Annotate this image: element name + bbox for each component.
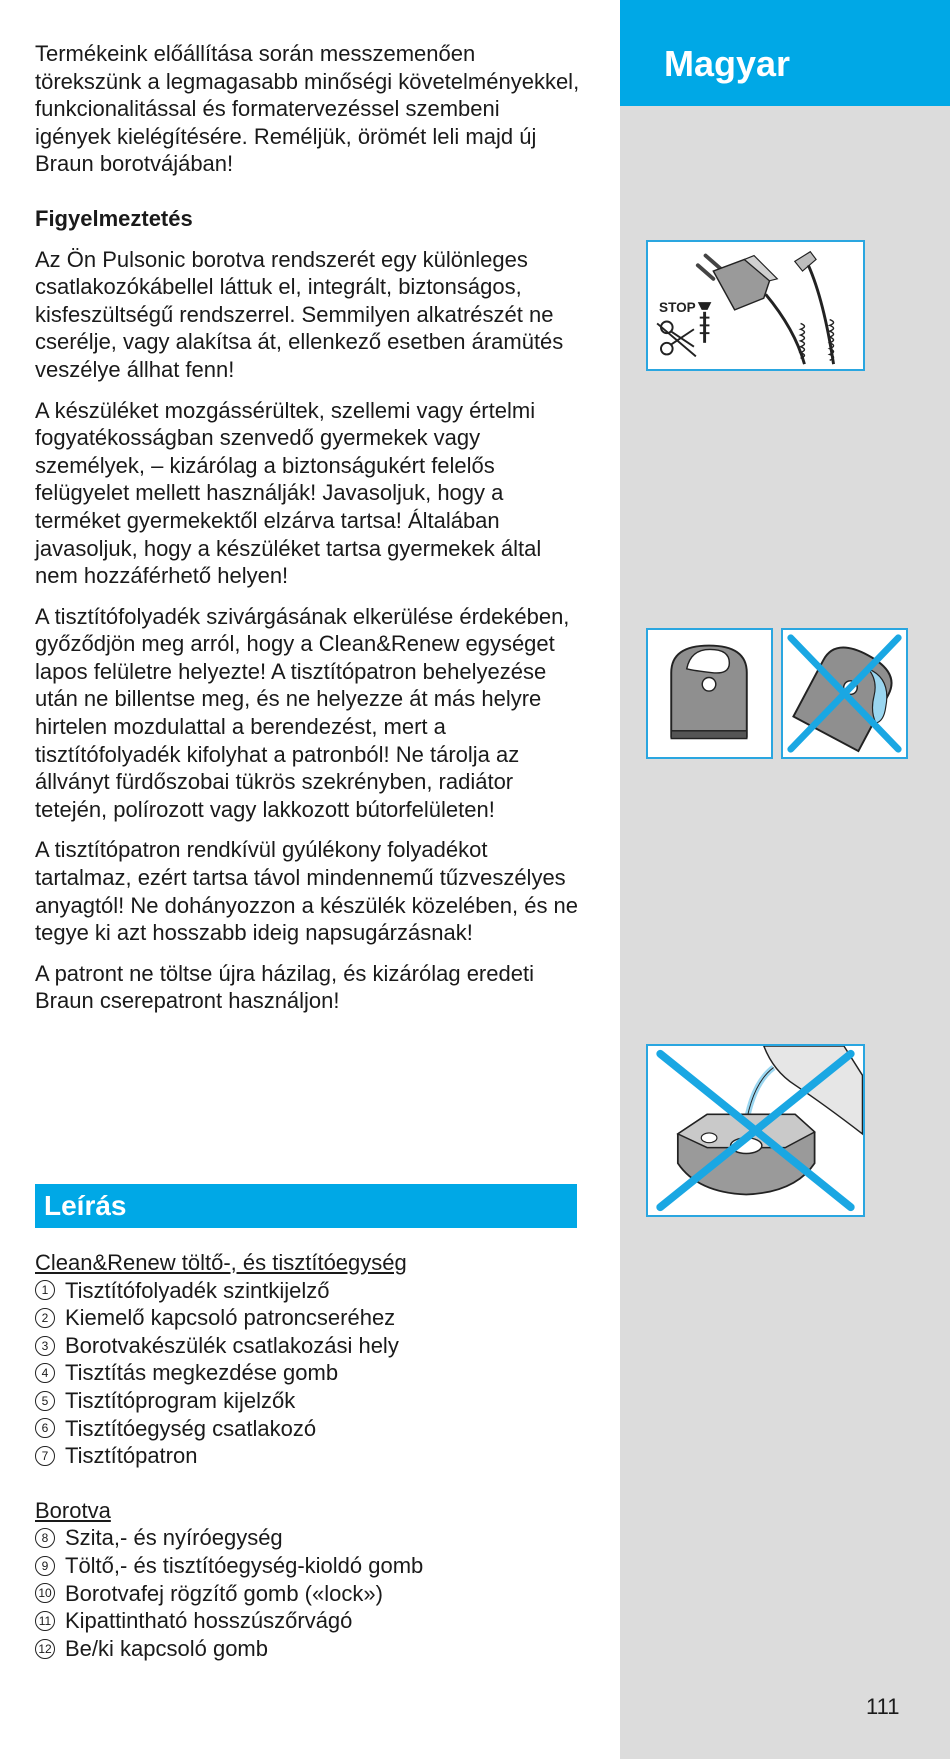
list-item xyxy=(35,1332,580,1360)
section-title: Leírás xyxy=(44,1190,127,1221)
list-item xyxy=(35,1387,580,1415)
warning-paragraph: A patront ne töltse újra házilag, és kizárólag eredeti Braun cserepatront használjon! xyxy=(35,960,534,1014)
intro-paragraph: Termékeink előállítása során messzemenően törekszünk a legmagasabb minőségi követelményekkel, funkcionalitással és formatervezéssel szembeni igények kielégítésére. Reméljük, örömét leli majd új Braun borotvájában! xyxy=(35,41,580,177)
item-number: 6 xyxy=(35,1418,55,1438)
item-number: 2 xyxy=(35,1308,55,1328)
page-number: 111 xyxy=(866,1694,900,1719)
cartridge-tilted-figure xyxy=(781,628,908,759)
item-label: Tisztítópatron xyxy=(65,1443,198,1469)
section-header-description xyxy=(35,1184,577,1228)
item-number: 1 xyxy=(35,1280,55,1300)
group-heading: Clean&Renew töltő-, és tisztítóegység xyxy=(35,1250,407,1275)
parts-list xyxy=(35,1277,580,1470)
item-label: Borotvakészülék csatlakozási hely xyxy=(65,1332,399,1358)
cartridge-tilt-cross-icon xyxy=(783,630,906,757)
parts-list xyxy=(35,1524,580,1662)
list-item xyxy=(35,1524,580,1552)
group-heading: Borotva xyxy=(35,1497,111,1523)
item-number: 10 xyxy=(35,1583,55,1603)
item-label: Tisztítóegység csatlakozó xyxy=(65,1415,317,1441)
warning-title: Figyelmeztetés xyxy=(35,205,193,231)
list-item xyxy=(35,1359,580,1387)
item-number: 9 xyxy=(35,1556,55,1576)
main-content xyxy=(35,40,580,1028)
refill-prohibited-figure xyxy=(646,1044,865,1217)
item-label: Kiemelő kapcsoló patroncseréhez xyxy=(65,1305,396,1331)
item-number: 3 xyxy=(35,1336,55,1356)
item-label: Tisztítóprogram kijelzők xyxy=(65,1387,296,1413)
item-number: 5 xyxy=(35,1391,55,1411)
list-item xyxy=(35,1442,580,1470)
item-number: 12 xyxy=(35,1639,55,1659)
item-label: Tisztítás megkezdése gomb xyxy=(65,1360,339,1386)
warning-paragraph: A készüléket mozgássérültek, szellemi vagy értelmi fogyatékosságban szenvedő gyermekek vagy személyek, – kizárólag a biztonságukért felelős felügyelet mellett használják! Javasoljuk, hogy a terméket gyermekektől elzárva tartsa! Általában javasoljuk, hogy a készüléket tartsa gyermekek által nem hozzáférhető helyen! xyxy=(35,397,542,589)
item-number: 8 xyxy=(35,1528,55,1548)
item-label: Borotvafej rögzítő gomb («lock») xyxy=(65,1580,383,1606)
item-label: Tisztítófolyadék szintkijelző xyxy=(65,1277,330,1303)
item-label: Kipattintható hosszúszőrvágó xyxy=(65,1608,353,1634)
item-number: 7 xyxy=(35,1446,55,1466)
item-number: 11 xyxy=(35,1611,55,1631)
item-label: Be/ki kapcsoló gomb xyxy=(65,1635,268,1661)
cartridge-icon xyxy=(648,630,771,757)
list-item xyxy=(35,1635,580,1663)
list-item xyxy=(35,1580,580,1608)
item-number: 4 xyxy=(35,1363,55,1383)
list-item xyxy=(35,1415,580,1443)
list-item xyxy=(35,1304,580,1332)
list-item xyxy=(35,1607,580,1635)
warning-paragraph: Az Ön Pulsonic borotva rendszerét egy különleges csatlakozókábellel láttuk el, integrált, biztonságos, kisfeszültségű rendszerrel. Semmilyen alkatrészét ne cserélje, vagy alakítsa át, ellenkező esetben áramütés veszélye állhat fenn! xyxy=(35,246,564,382)
language-title: Magyar xyxy=(664,43,791,84)
list-item xyxy=(35,1277,580,1305)
stop-label: STOP xyxy=(659,299,696,315)
plug-cable-icon xyxy=(648,242,863,369)
parts-description xyxy=(35,1249,580,1662)
warning-paragraph: A tisztítófolyadék szivárgásának elkerülése érdekében, győződjön meg arról, hogy a Clean&Renew egységet lapos felületre helyezte! A tisztítópatron behelyezése után ne billentse meg, és ne helyezze át más helyre hirtelen mozdulattal a berendezést, mert a tisztítófolyadék kifolyhat a patronból! Ne tárolja az állványt fürdőszobai tükrös szekrényben, radiátor tetején, polírozott vagy lakkozott bútorfelületen! xyxy=(35,603,570,822)
cartridge-upright-figure xyxy=(646,628,773,759)
list-item xyxy=(35,1552,580,1580)
item-label: Szita,- és nyíróegység xyxy=(65,1525,283,1551)
warning-paragraph: A tisztítópatron rendkívül gyúlékony folyadékot tartalmaz, ezért tartsa távol mindennemű tűzveszélyes anyagtól! Ne dohányozzon a készülék közelében, és ne tegye ki azt hosszabb ideig napsugárzásnak! xyxy=(35,837,579,946)
language-header xyxy=(620,0,950,106)
plug-warning-figure xyxy=(646,240,865,371)
refill-cross-icon xyxy=(648,1046,863,1215)
item-label: Töltő,- és tisztítóegység-kioldó gomb xyxy=(65,1552,424,1578)
